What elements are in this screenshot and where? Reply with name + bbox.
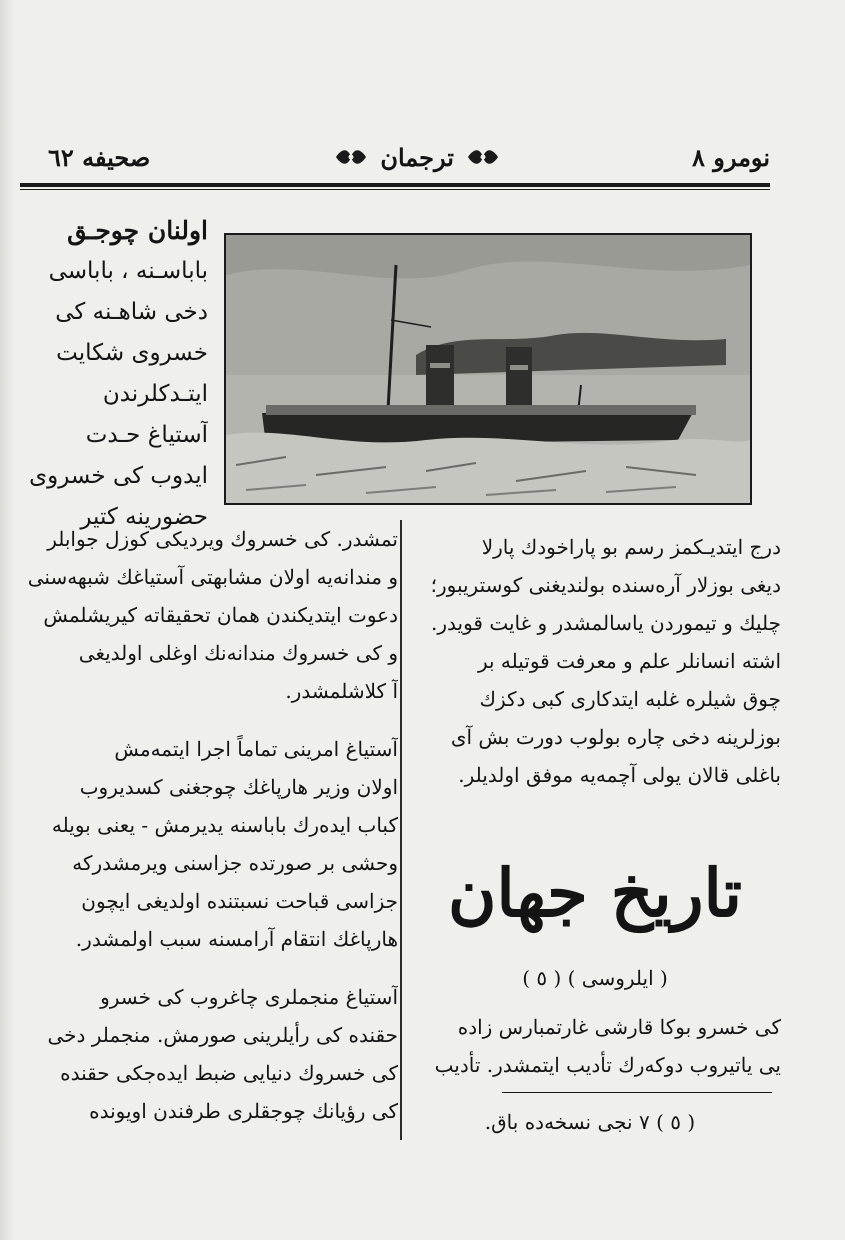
ornament-left-icon <box>334 142 368 178</box>
text-line: حضورینه کتیر <box>80 504 208 530</box>
text-line: باغلی قالان یولی آچمه‌یه موفق اولدیلر. <box>458 763 781 787</box>
text-line: و کی خسروك مندانه‌نك اوغلی اولدیغی <box>78 641 398 665</box>
text-line: هارپاغك انتقام آرامسنه سبب اولمشدر. <box>75 927 398 951</box>
narrow-column <box>18 210 208 538</box>
text-line: کی خسرو بوکا قارشی غارتمبارس زاده <box>457 1015 781 1039</box>
text-line: بوزلرینه دخی چاره بولوب دورت بش آی <box>450 725 781 749</box>
text-line: جزاسی قباحت نسبتنده اولدیغی ایچون <box>81 889 398 913</box>
section-subtitle: ( ایلروسی ) ( ٥ ) <box>522 966 668 990</box>
text-line: وحشی بر صورتده جزاسنی ویرمشدرکه <box>72 851 398 875</box>
text-line: ایدوب کی خسروی <box>29 463 208 489</box>
page-number: صحیفه ٦٢ <box>48 143 151 172</box>
text-line: تمشدر. کی خسروك ویردیکی کوزل جوابلر <box>47 527 398 551</box>
text-line: حقنده کی رأیلرینی صورمش. منجملر دخی <box>47 1023 398 1047</box>
text-line: درج ایتدیـکمز رسم بو پاراخودك پارلا <box>481 535 781 559</box>
text-line: دعوت ایتدیکندن همان تحقیقاته کیریشلمش <box>43 603 398 627</box>
text-line: خسروی شکایت <box>56 340 208 366</box>
left-column <box>22 520 398 1130</box>
text-line: و مندانه‌یه اولان مشابهتی آستیاغك شبهه‌سنی <box>27 565 398 589</box>
header-rule-thin <box>20 189 770 190</box>
text-line: کی خسروك دنیایی ضبط ایده‌جکی حقنده <box>60 1061 398 1085</box>
column-divider <box>400 520 402 1140</box>
text-line: یی یاتیروب دوکه‌رك تأدیب ایتمشدر. تأدیب <box>434 1053 781 1077</box>
text-line: آستیاغ حـدت <box>85 422 208 448</box>
right-column-continued <box>405 1008 781 1084</box>
text-line: آ کلاشلمشدر. <box>285 679 398 703</box>
text-line: اشته انسانلر علم و معرفت قوتیله بر <box>477 649 781 673</box>
text-line: باباسـنه ، باباسی <box>48 258 208 284</box>
text-line: ایتـدکلرندن <box>102 381 208 407</box>
text-line: چلیك و تیموردن یاسالمشدر و غایت قویدر. <box>431 611 781 635</box>
text-line: کی رؤیانك چوجقلری طرفندن اویونده <box>89 1099 398 1123</box>
header-rule <box>20 183 770 187</box>
text-line: دیغی بوزلار آره‌سنده بولندیغنی کوستریبور؛ <box>430 573 781 597</box>
text-line: دخی شاهـنه کی <box>55 299 208 325</box>
text-line: اولان وزیر هارپاغك چوجغنی کسدیروب <box>79 775 398 799</box>
issue-number: نومرو ٨ <box>691 143 770 172</box>
text-line: آستیاغ امرینی تماماً اجرا ایتمه‌مش <box>114 737 398 761</box>
ornament-right-icon <box>466 142 500 178</box>
text-line: آستیاغ منجملری چاغروب کی خسرو <box>100 985 398 1009</box>
scan-edge <box>0 0 14 1240</box>
right-column <box>405 528 781 794</box>
text-line: اولنان چوجـق <box>67 216 208 245</box>
steamship-illustration <box>224 233 752 505</box>
footnote: ( ٥ ) ٧ نجی نسخه‌ده باق. <box>484 1110 696 1134</box>
footnote-rule <box>502 1092 772 1093</box>
section-title: تاریخ جهان <box>447 854 743 932</box>
text-line: چوق شیلره غلبه ایتدکاری کبی دکزك <box>479 687 781 711</box>
text-line: کباب ایده‌رك باباسنه یدیرمش - یعنی بویله <box>51 813 398 837</box>
masthead-title <box>330 140 490 176</box>
masthead-title-text: ترجمان <box>380 143 454 172</box>
